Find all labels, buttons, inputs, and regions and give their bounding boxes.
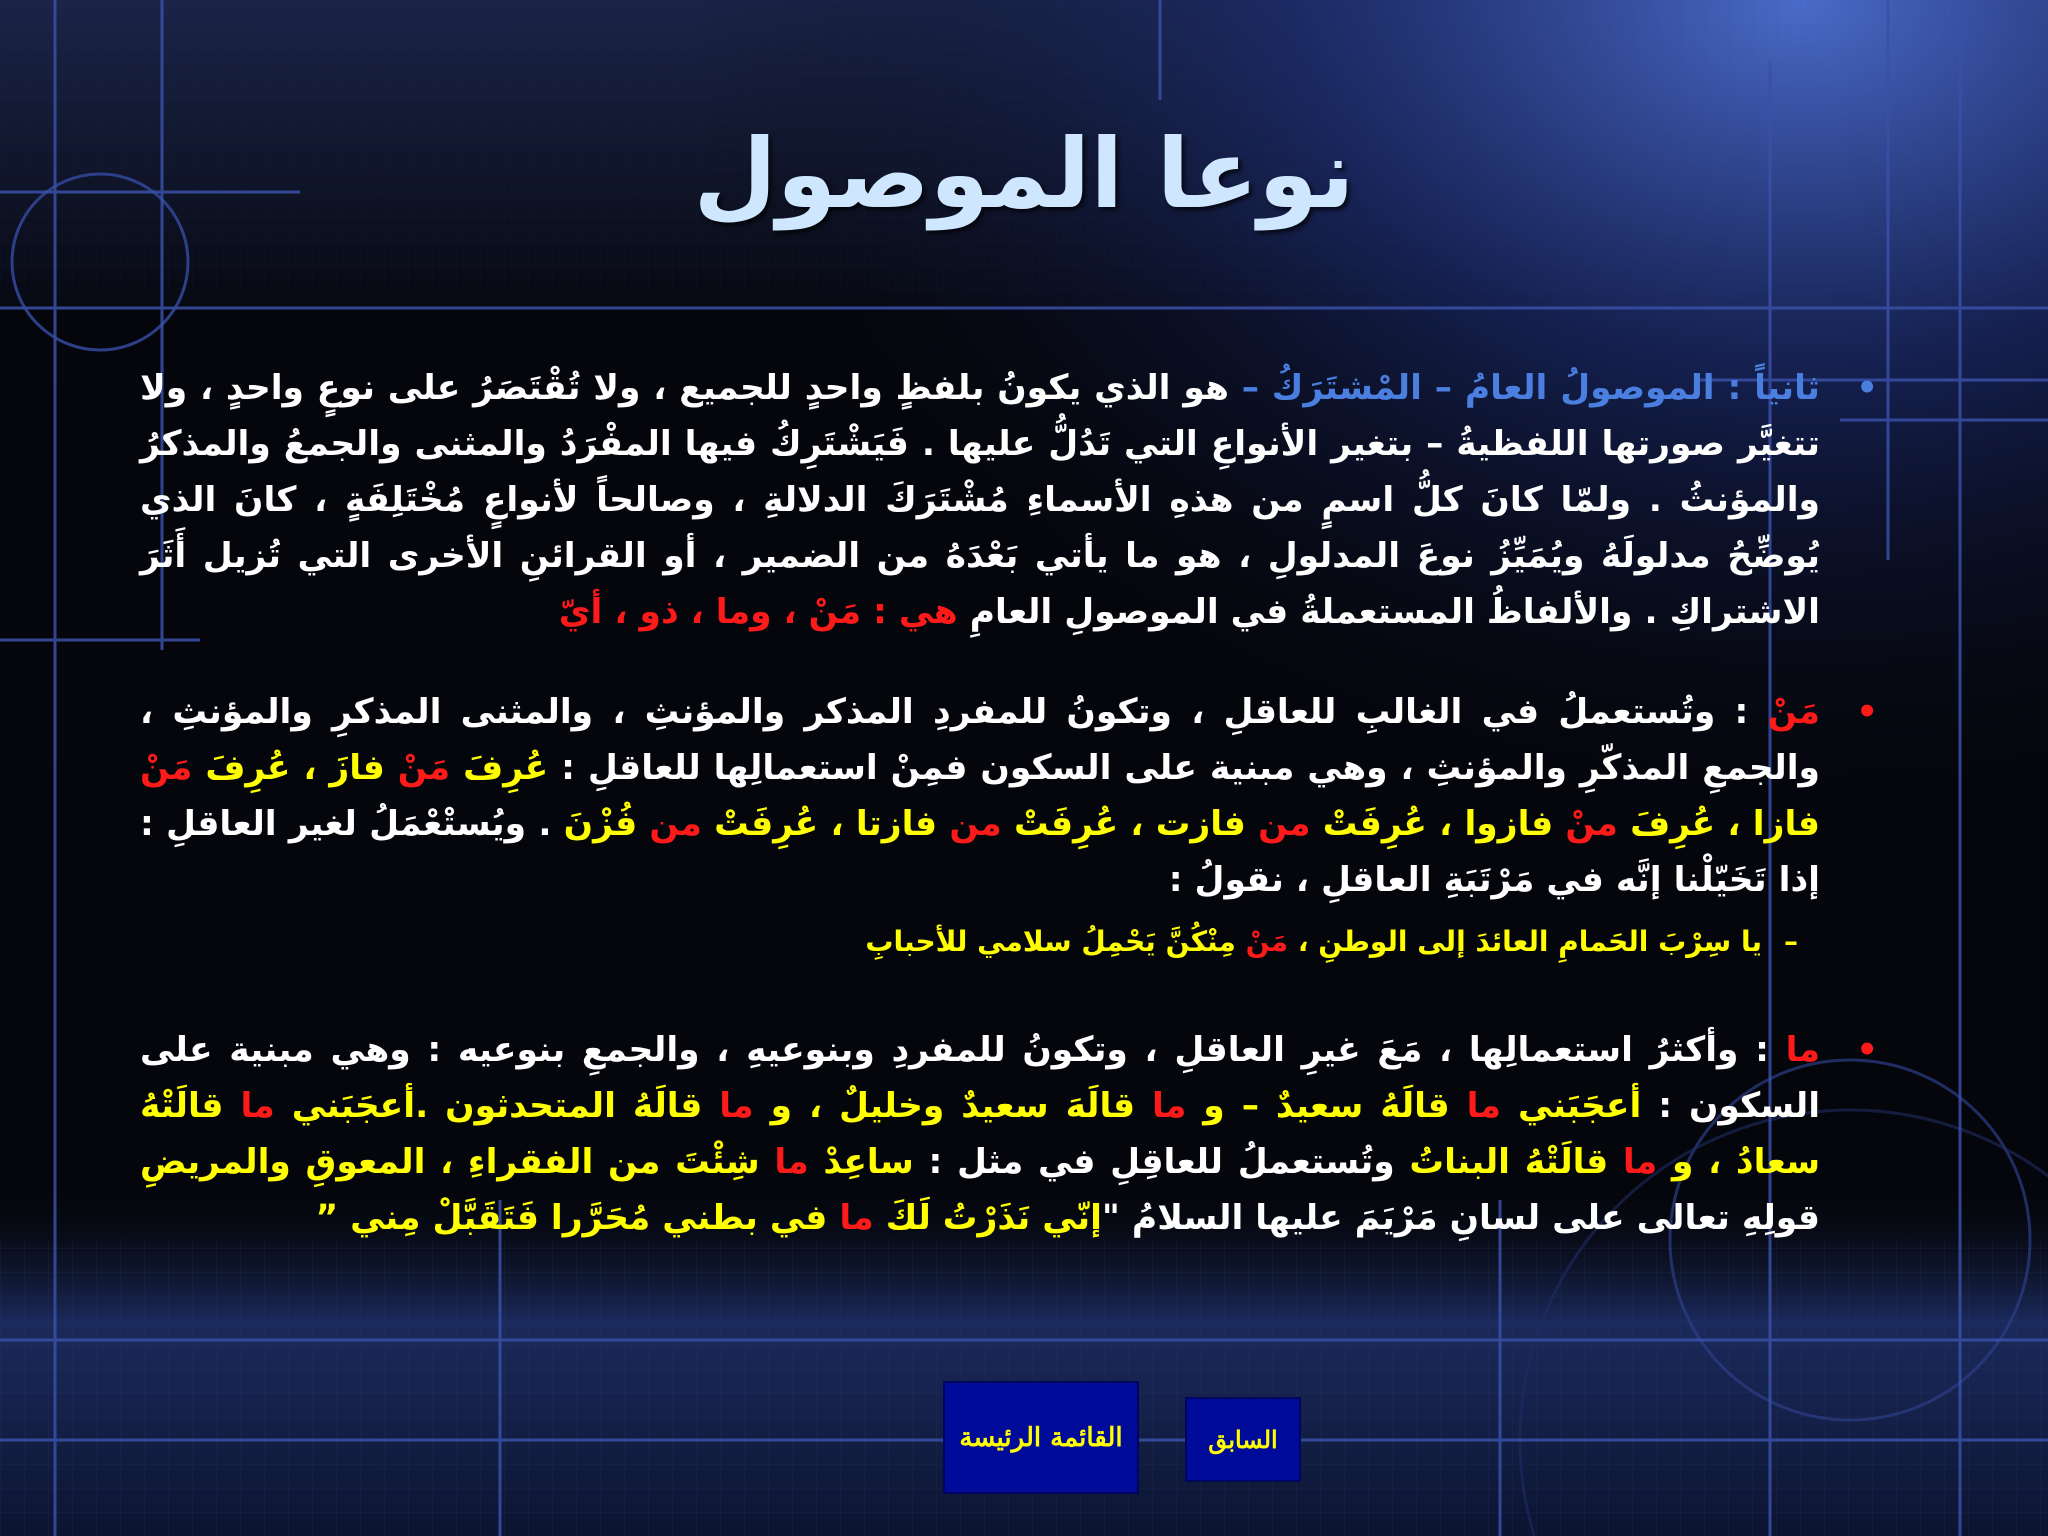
example-text: مِنْكُنَّ يَحْمِلُ سلامي للأحبابِ [865, 925, 1246, 958]
bullet-icon: • [1856, 692, 1878, 732]
bullet-icon: • [1856, 368, 1878, 408]
paragraph-text: : وأكثرُ استعمالِها ، مَعَ غيرِ العاقلِ ، وتكونُ للمفردِ وبنوعيهِ ، والجمعِ بنوعيه : وهي مبنية على السكون : [140, 1030, 1821, 1126]
example-text: شِئْتَ من الفقراءِ ، المعوقِ والمريضِ [140, 1142, 775, 1182]
example-keyword: ما [1622, 1142, 1658, 1182]
example-text: قالَتْهُ سعادُ ، و [140, 1086, 1820, 1182]
example-keyword: ما [1466, 1086, 1501, 1126]
paragraph-text: وتُستعملُ للعاقِلِ في مثل : [913, 1142, 1410, 1182]
example-keyword: ما [1152, 1086, 1187, 1126]
example-text: فازتا ، عُرِفَتْ [701, 804, 950, 844]
paragraph-text: : وتُستعملُ في الغالبِ للعاقلِ ، وتكونُ للمفردِ المذكر والمؤنثِ ، والمثنى المذكرِ والمؤنثِ ، والجمعِ المذكّرِ والمؤنثِ ، وهي مبنية على السكون فمِنْ استعمالِها للعاقلِ : [140, 692, 1820, 788]
example-keyword: ما [240, 1086, 275, 1126]
example-text: ساعِدْ [808, 1142, 914, 1182]
keyword-man: مَنْ [1767, 692, 1820, 732]
paragraph-text: هو الذي يكونُ بلفظٍ واحدٍ للجميع ، ولا تُقْتَصَرُ على نوعٍ واحدٍ ، ولا تتغيَّر صورتها اللفظيةُ – بتغير الأنواعِ التي تَدُلُّ عليها . فَيَشْتَرِكُ فيها المفْرَدُ والمثنى والجمعُ والمذكرُ والمؤنثُ . ولمّا كانَ كلُّ اسمٍ من هذهِ الأسماءِ مُشْتَرَكَ الدلالةِ ، وصالحاً لأنواعٍ مُخْتَلِفَةٍ ، كانَ الذي يُوضِّحُ مدلولَهُ ويُمَيِّزُ نوعَ المدلولِ ، هو ما يأتي بَعْدَهُ من الضمير ، أو القرائنِ الأخرى التي تُزيل أَثَرَ الاشتراكِ . والألفاظُ المستعملةُ في الموصولِ العامِ [140, 368, 1820, 632]
example-text: فازا ، عُرِفَ [1617, 804, 1820, 844]
example-text: قالَهُ المتحدثون .أعجَبَني [274, 1086, 720, 1126]
example-text: يا سِرْبَ الحَمامِ العائدَ إلى الوطنِ ، [1288, 925, 1762, 958]
example-keyword: ما [774, 1142, 809, 1182]
example-keyword: من [949, 804, 1002, 844]
example-text: قالَهُ سعيدٌ – و [1186, 1086, 1467, 1126]
example-keyword: من [1258, 804, 1311, 844]
example-text: فازَ ، عُرِفَ [192, 748, 398, 788]
quran-quote: إنّي نَذَرْتُ لَكَ [873, 1198, 1102, 1238]
paragraph-man [140, 684, 1878, 908]
example-keyword: ما [719, 1086, 754, 1126]
example-keyword: منْ [1565, 804, 1618, 844]
paragraph-general-relative [140, 360, 1878, 640]
relative-pronouns-list: هي : مَنْ ، وما ، ذو ، أيّ [558, 592, 958, 632]
example-keyword: من [649, 804, 702, 844]
example-text: أعجَبَني [1500, 1086, 1642, 1126]
bullet-icon: • [1856, 1030, 1878, 1070]
example-keyword: مَنْ [1245, 925, 1289, 958]
closing-quote: ” [315, 1198, 351, 1238]
keyword-ma: ما [1785, 1030, 1820, 1070]
paragraph-heading: ثانياً : الموصولُ العامُ – المْشتَرَكُ – [1241, 368, 1820, 408]
sub-bullet-example [140, 920, 1798, 964]
example-keyword: مَنْ [140, 748, 193, 788]
example-text: فُزْنَ [563, 804, 650, 844]
example-text: عُرِفَ [450, 748, 549, 788]
main-menu-button[interactable]: القائمة الرئيسة [943, 1381, 1139, 1494]
slide-body [140, 360, 1878, 1246]
paragraph-ma [140, 1022, 1878, 1246]
example-keyword: ما [839, 1198, 874, 1238]
example-text: قالَهَ سعيدٌ وخليلٌ ، و [753, 1086, 1153, 1126]
example-text: فازت ، عُرِفَتْ [1001, 804, 1259, 844]
previous-button[interactable]: السابق [1185, 1397, 1301, 1482]
example-text: قالَتْهُ البناتُ [1409, 1142, 1623, 1182]
paragraph-text: قولِهِ تعالى على لسانِ مَرْيَمَ عليها السلامُ " [1101, 1198, 1820, 1238]
slide-title: نوعا الموصول [693, 118, 1355, 230]
paragraph-text: . ويُستْعْمَلُ لغير العاقلِ : إذا تَخَيّلْنا إنَّه في مَرْتَبَةِ العاقلِ ، نقولُ : [140, 804, 1820, 900]
quran-quote: في بطني مُحَرَّرا فَتَقَبَّلْ مِني [350, 1198, 840, 1238]
example-keyword: مَنْ [397, 748, 451, 788]
example-text: فازوا ، عُرِفَتْ [1310, 804, 1566, 844]
dash-bullet-icon: – [1784, 925, 1798, 958]
